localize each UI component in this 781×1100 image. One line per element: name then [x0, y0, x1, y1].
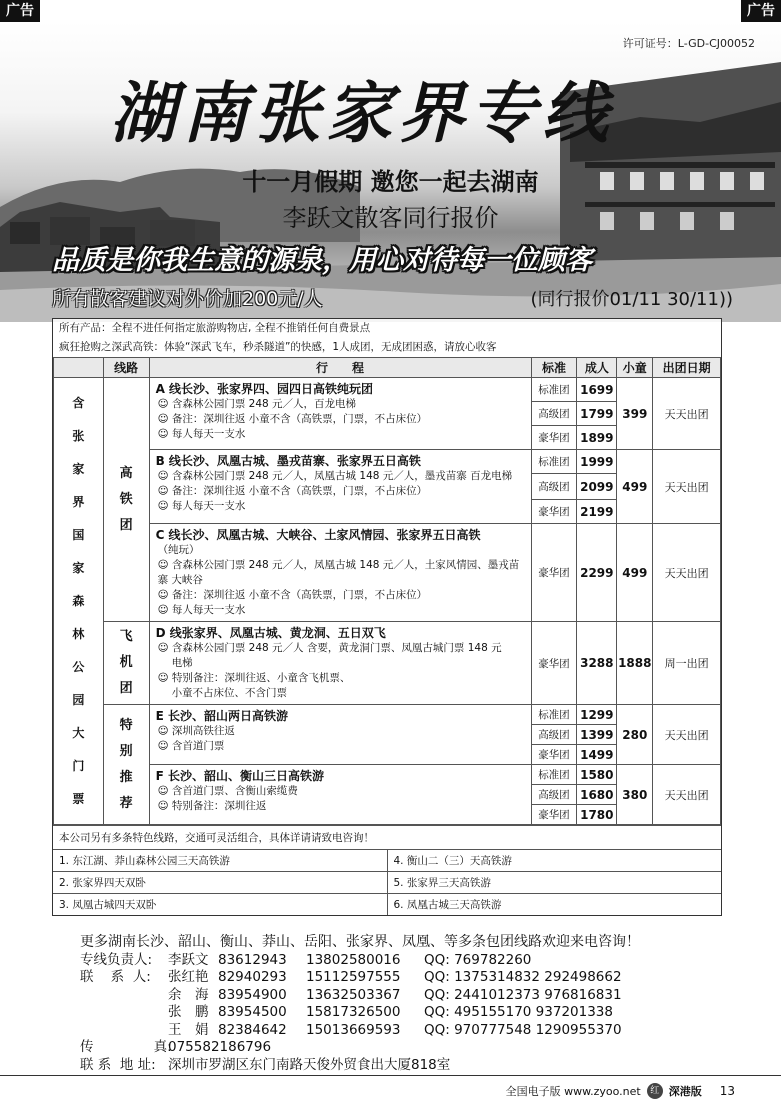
- contact-headline: 更多湖南长沙、韶山、衡山、莽山、岳阳、张家界、凤凰、等多条包团线路欢迎来电咨询！: [80, 934, 640, 950]
- slogan: 品质是你我生意的源泉，用心对待每一位顾客: [52, 245, 592, 276]
- route-f-itinerary: F 长沙、韶山、衡山三日高铁游 ☺ 含首道门票、含衡山索缆费 ☺ 特别备注：深圳往返: [149, 765, 531, 825]
- route-e-title: E 长沙、韶山两日高铁游: [155, 709, 288, 723]
- header-itinerary: 行 程: [149, 358, 531, 378]
- ad-label-right: 广告: [741, 0, 781, 22]
- header-route-type: 线路: [103, 358, 149, 378]
- route-c-title: C 线长沙、凤凰古城、大峡谷、土家风情园、张家界五日高铁: [155, 528, 481, 542]
- header-child: 小童: [617, 358, 653, 378]
- category-flight: 飞 机 团: [103, 622, 149, 705]
- quote-period: (同行报价01/11 30/11)): [530, 289, 733, 310]
- table-row: B 线长沙、凤凰古城、墨戎苗寨、张家界五日高铁 ☺ 含森林公园门票 248 元／人，凤凰古城 148 元／人，墨戎苗寨 百龙电梯 ☺ 备注：深圳往返 小童不含（高铁票，门票，不占床位） ☺ 每人每天一支水 标准团 1999 499 天天出团: [54, 450, 721, 474]
- route-price-table: [53, 357, 721, 825]
- note-line-1: 所有产品：全程不进任何指定旅游购物店, 全程不推销任何自费景点: [59, 322, 371, 334]
- price-note: 所有散客建议对外价加200元/人: [52, 288, 323, 310]
- contact-row: 王 娟 82384642 15013669593 QQ: 970777548 1290955370: [168, 1021, 622, 1038]
- header-date: 出团日期: [653, 358, 721, 378]
- holiday-subtitle: 十一月假期 邀您一起去湖南: [242, 168, 539, 196]
- header-standard: 标准: [531, 358, 577, 378]
- route-c-itinerary: C 线长沙、凤凰古城、大峡谷、土家风情园、张家界五日高铁 （纯玩） ☺ 含森林公园门票 248 元／人，凤凰古城 148 元／人，土家风情园、墨戎苗寨 大峡谷 ☺ 备注：深圳往返 小童不含（高铁票，门票，不占床位） ☺ 每人每天一支水: [149, 524, 531, 622]
- category-recommended: 特 别 推 荐: [103, 705, 149, 825]
- table-row: 1. 东江湖、莽山森林公园三天高铁游 4. 衡山二（三）天高铁游: [53, 850, 721, 872]
- contact-row: 张 鹏 83954500 15817326500 QQ: 495155170 937201338: [168, 1004, 613, 1020]
- table-row: 高级团 1680: [54, 785, 721, 805]
- route-d-title: D 线张家界、凤凰古城、黄龙洞、五日双飞: [155, 626, 386, 640]
- route-a-title: A 线长沙、张家界四、园四日高铁纯玩团: [155, 382, 374, 396]
- table-row: 3. 凤凰古城四天双卧 6. 凤凰古城三天高铁游: [53, 894, 721, 916]
- route-e-itinerary: E 长沙、韶山两日高铁游 ☺ 深圳高铁往返 ☺ 含首道门票: [149, 705, 531, 765]
- route-a-date: 天天出团: [653, 378, 721, 450]
- route-b-date: 天天出团: [653, 450, 721, 524]
- table-row: 豪华团 1899: [54, 426, 721, 450]
- ad-label-left: 广告: [0, 0, 40, 22]
- table-row: C 线长沙、凤凰古城、大峡谷、土家风情园、张家界五日高铁 （纯玩） ☺ 含森林公园门票 248 元／人，凤凰古城 148 元／人，土家风情园、墨戎苗寨 大峡谷 ☺ 备注：深圳往返 小童不含（高铁票，门票，不占床位） ☺ 每人每天一支水 豪华团 2299 499 天天出团: [54, 524, 721, 622]
- route-a-itinerary: A 线长沙、张家界四、园四日高铁纯玩团 ☺ 含森林公园门票 248 元／人，百龙电梯 ☺ 备注：深圳往返 小童不含（高铁票，门票，不占床位） ☺ 每人每天一支水: [149, 378, 531, 450]
- route-f-title: F 长沙、韶山、衡山三日高铁游: [155, 769, 324, 783]
- route-d-itinerary: D 线张家界、凤凰古城、黄龙洞、五日双飞 ☺ 含森林公园门票 248 元／人 含要，黄龙洞门票、凤凰古城门票 148 元 电梯 ☺ 特别备注：深圳往返、小童含飞机票、 小童不占床位、不含门票: [149, 622, 531, 705]
- header-blank: [54, 358, 104, 378]
- page-footer: [0, 1075, 781, 1100]
- page-number: 13: [719, 1084, 735, 1098]
- table-row: 豪华团 1780: [54, 805, 721, 825]
- footer-site[interactable]: 全国电子版 www.zyoo.net: [505, 1085, 641, 1098]
- route-price-box: [52, 318, 722, 916]
- table-row: 2. 张家界四天双卧 5. 张家界三天高铁游: [53, 872, 721, 894]
- route-b-child-price: 499: [617, 450, 653, 524]
- table-row: 豪华团 2199: [54, 500, 721, 524]
- hero-banner: [0, 22, 781, 322]
- table-row: 特 别 推 荐 E 长沙、韶山两日高铁游 ☺ 深圳高铁往返 ☺ 含首道门票 标准团 1299 280 天天出团: [54, 705, 721, 725]
- table-row: 豪华团 1499: [54, 745, 721, 765]
- contact-row: 余 海 83954900 13632503367 QQ: 2441012373 976816831: [168, 986, 622, 1003]
- route-b-itinerary: B 线长沙、凤凰古城、墨戎苗寨、张家界五日高铁 ☺ 含森林公园门票 248 元／人，凤凰古城 148 元／人，墨戎苗寨 百龙电梯 ☺ 备注：深圳往返 小童不含（高铁票，门票，不占床位） ☺ 每人每天一支水: [149, 450, 531, 524]
- table-row: F 长沙、韶山、衡山三日高铁游 ☺ 含首道门票、含衡山索缆费 ☺ 特别备注：深圳往返 标准团 1580 380 天天出团: [54, 765, 721, 785]
- category-high-speed-rail: 高 铁 团: [103, 378, 149, 622]
- table-row: 高级团 2099: [54, 474, 721, 500]
- contact-section: [80, 934, 740, 1074]
- table-row: 含 张 家 界 国 家 森 林 公 园 大 门 票 高 铁 团 A 线长沙、张家界四、园四日高铁纯玩团 ☺ 含森林公园门票 248 元／人，百龙电梯 ☺ 备注：深圳往返 小童不含（高铁票，门票，不占床位） ☺ 每人每天一支水 标准团 1699 399 天天出团: [54, 378, 721, 402]
- contact-row: 专线负责人: 李跃文 83612943 13802580016 QQ: 769782260: [80, 951, 532, 968]
- license-number: 许可证号：L-GD-CJ00052: [622, 37, 755, 50]
- contact-row: 联 系 人: 张红艳 82940293 15112597555 QQ: 1375314832 292498662: [80, 969, 622, 985]
- table-header-row: [54, 358, 721, 378]
- header-adult: 成人: [577, 358, 617, 378]
- more-routes-note: 本公司另有多条特色线路，交通可灵活组合，具体详请请致电咨询！: [53, 825, 721, 849]
- table-row: 飞 机 团 D 线张家界、凤凰古城、黄龙洞、五日双飞 ☺ 含森林公园门票 248 元／人 含要，黄龙洞门票、凤凰古城门票 148 元 电梯 ☺ 特别备注：深圳往返、小童含飞机票、 小童不占床位、不含门票 豪华团 3288 1888 周一出团: [54, 622, 721, 705]
- main-title: 湖南张家界专线: [110, 74, 614, 152]
- brand-logo-icon: 红: [647, 1083, 663, 1099]
- park-ticket-label: 含 张 家 界 国 家 森 林 公 园 大 门 票: [54, 378, 104, 825]
- extra-routes-table: [53, 849, 721, 915]
- footer-edition: 深港版: [668, 1085, 702, 1098]
- fax-row: 传 真: 075582186796: [80, 1039, 272, 1055]
- address-row: 联 系 地 址: 深圳市罗湖区东门南路天俊外贸食出大厦818室: [80, 1056, 451, 1073]
- route-b-title: B 线长沙、凤凰古城、墨戎苗寨、张家界五日高铁: [155, 454, 421, 468]
- note-line-2: 疯狂抢购之深武高铁：体验“深武飞车，秒杀隧道”的快感，1人成团，无成团困惑，请放心收客: [59, 341, 497, 353]
- table-row: 高级团 1799: [54, 402, 721, 426]
- table-row: 高级团 1399: [54, 725, 721, 745]
- quote-subtitle: 李跃文散客同行报价: [282, 204, 499, 232]
- route-a-child-price: 399: [617, 378, 653, 450]
